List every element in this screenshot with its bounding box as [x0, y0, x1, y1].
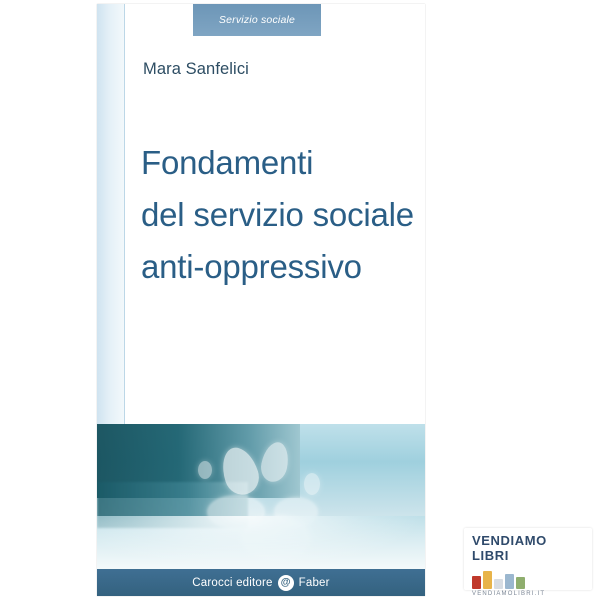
carocci-logo-icon: @: [278, 575, 294, 591]
book-title: [141, 137, 415, 293]
water-drop: [198, 461, 212, 479]
watermark-line-1: VENDIAMO: [472, 533, 547, 548]
title-line-3: anti-oppressivo: [141, 248, 362, 286]
title-line-1: Fondamenti: [141, 144, 314, 181]
watermark-subtitle: VENDIAMOLIBRI.IT: [472, 590, 546, 597]
watermark-line-2: LIBRI: [472, 547, 509, 563]
series-label-text: Servizio sociale: [218, 14, 296, 26]
series-label-tab: [193, 4, 321, 36]
water-drop: [304, 473, 320, 495]
water-drop: [258, 440, 292, 485]
water-drop: [216, 443, 263, 499]
title-line-2: del servizio sociale: [141, 196, 414, 234]
water-surface: [97, 516, 425, 570]
watermark-badge: [464, 528, 592, 597]
publisher-footer-bar: [97, 569, 425, 596]
publisher-name-right: Faber: [298, 576, 330, 589]
watermark-books-icon: [472, 569, 584, 589]
book-cover-image: [97, 4, 425, 596]
publisher-name-left: Carocci editore: [192, 576, 273, 589]
author-name: Mara Sanfelici: [143, 60, 249, 78]
